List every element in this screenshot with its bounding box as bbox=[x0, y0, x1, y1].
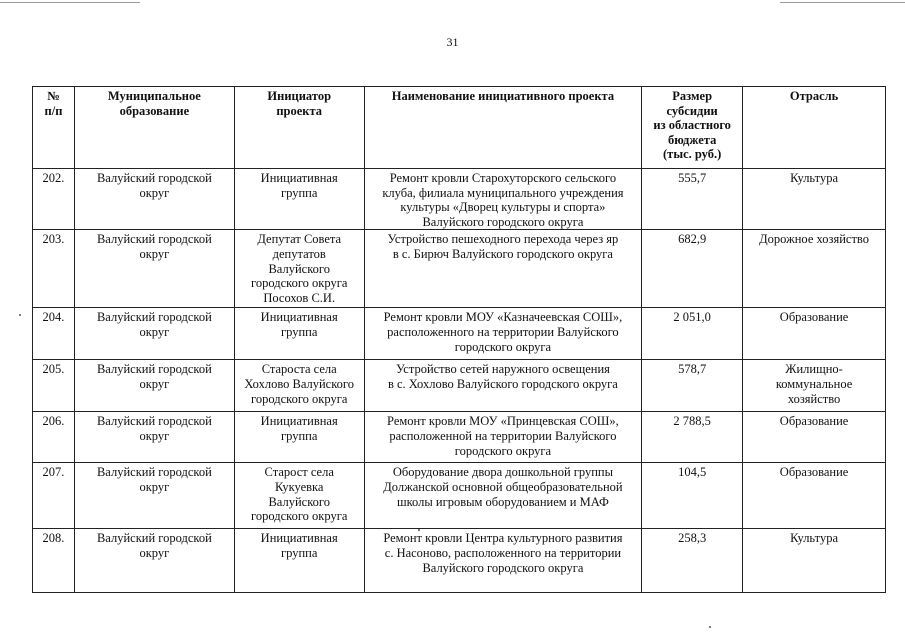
cell-line: Размер bbox=[672, 89, 713, 103]
cell-project-name bbox=[364, 463, 642, 529]
cell-initiator bbox=[234, 169, 364, 230]
cell-line: бюджета bbox=[667, 132, 717, 147]
cell-number: 203. bbox=[33, 230, 75, 308]
cell-project-name bbox=[364, 169, 642, 230]
cell-number: 205. bbox=[33, 360, 75, 412]
cell-line: Валуйского городского округа bbox=[422, 214, 584, 229]
header-project-name bbox=[364, 87, 642, 169]
scan-speck bbox=[19, 314, 21, 316]
cell-line: Инициативная bbox=[260, 531, 338, 546]
cell-subsidy-amount: 682,9 bbox=[642, 230, 743, 308]
cell-initiator bbox=[234, 529, 364, 593]
cell-line: Образование bbox=[779, 310, 849, 325]
cell-line: образование bbox=[119, 103, 190, 118]
cell-line: хозяйство bbox=[787, 391, 841, 406]
cell-line: Оборудование двора дошкольной группы bbox=[392, 465, 614, 480]
cell-line: Кукуевка bbox=[274, 479, 324, 494]
cell-line: округ bbox=[139, 324, 170, 339]
cell-project-name bbox=[364, 412, 642, 463]
cell-municipality bbox=[74, 308, 234, 360]
cell-project-name bbox=[364, 360, 642, 412]
table-row bbox=[33, 412, 886, 463]
cell-sector bbox=[743, 230, 886, 308]
cell-line: Валуйский городской bbox=[96, 171, 212, 185]
subsidy-table bbox=[32, 86, 886, 593]
cell-line: Валуйский городской bbox=[96, 531, 212, 546]
cell-line: Образование bbox=[779, 465, 849, 480]
cell-line: группа bbox=[281, 324, 318, 339]
cell-line: Наименование инициативного проекта bbox=[391, 89, 615, 103]
cell-line: расположенного на территории Валуйского bbox=[387, 324, 619, 339]
cell-line: Культура bbox=[790, 531, 839, 546]
cell-subsidy-amount: 2 051,0 bbox=[642, 308, 743, 360]
cell-line: Культура bbox=[790, 171, 839, 185]
cell-sector bbox=[743, 529, 886, 593]
cell-municipality bbox=[74, 463, 234, 529]
cell-line: группа bbox=[281, 428, 318, 443]
cell-line: Инициативная bbox=[260, 414, 338, 429]
cell-subsidy-amount: 2 788,5 bbox=[642, 412, 743, 463]
cell-line: группа bbox=[281, 185, 318, 200]
cell-line: округ bbox=[139, 479, 170, 494]
cell-line: округ bbox=[139, 376, 170, 391]
cell-line: городского округа bbox=[454, 443, 552, 458]
header-sector bbox=[743, 87, 886, 169]
cell-line: Валуйский городской bbox=[96, 414, 212, 429]
cell-initiator bbox=[234, 412, 364, 463]
cell-line: субсидии bbox=[666, 103, 718, 118]
cell-line: Устройство пешеходного перехода через яр bbox=[387, 232, 619, 247]
cell-line: округ bbox=[139, 428, 170, 443]
cell-sector bbox=[743, 412, 886, 463]
cell-line: Отрасль bbox=[789, 89, 839, 103]
scan-speck bbox=[709, 626, 711, 628]
header-subsidy-amount bbox=[642, 87, 743, 169]
cell-sector bbox=[743, 463, 886, 529]
cell-line: группа bbox=[281, 545, 318, 560]
cell-project-name bbox=[364, 529, 642, 593]
cell-line: № bbox=[47, 89, 60, 103]
cell-line: округ bbox=[139, 185, 170, 200]
cell-municipality bbox=[74, 360, 234, 412]
cell-line: округ bbox=[139, 545, 170, 560]
page-number: 31 bbox=[446, 35, 459, 49]
cell-line: Ремонт кровли МОУ «Казначеевская СОШ», bbox=[383, 310, 623, 325]
table-row bbox=[33, 463, 886, 529]
table-row bbox=[33, 169, 886, 230]
cell-municipality bbox=[74, 529, 234, 593]
cell-sector bbox=[743, 169, 886, 230]
cell-line: Валуйского bbox=[268, 494, 330, 509]
scan-speck bbox=[418, 529, 420, 531]
cell-line: Образование bbox=[779, 414, 849, 429]
cell-line: школы игровым оборудованием и МАФ bbox=[396, 494, 609, 509]
cell-initiator bbox=[234, 463, 364, 529]
cell-line: депутатов bbox=[272, 246, 326, 261]
cell-line: Валуйского городского округа bbox=[422, 560, 584, 575]
cell-line: Депутат Совета bbox=[257, 232, 342, 247]
scan-edge-line bbox=[0, 2, 140, 3]
cell-line: Инициатор bbox=[267, 89, 332, 103]
cell-sector bbox=[743, 308, 886, 360]
cell-line: городского округа bbox=[251, 509, 348, 524]
cell-subsidy-amount: 555,7 bbox=[642, 169, 743, 230]
cell-line: коммунальное bbox=[775, 376, 853, 391]
cell-subsidy-amount: 104,5 bbox=[642, 463, 743, 529]
header-municipality bbox=[74, 87, 234, 169]
cell-line: Жилищно- bbox=[785, 362, 843, 377]
cell-number: 206. bbox=[33, 412, 75, 463]
cell-line: (тыс. руб.) bbox=[663, 147, 722, 162]
cell-line: Валуйский городской bbox=[96, 310, 212, 325]
cell-subsidy-amount: 578,7 bbox=[642, 360, 743, 412]
cell-line: Ремонт кровли МОУ «Принцевская СОШ», bbox=[387, 414, 619, 429]
cell-line: городского округа bbox=[251, 391, 348, 406]
cell-line: п/п bbox=[44, 103, 63, 118]
cell-project-name bbox=[364, 230, 642, 308]
cell-initiator bbox=[234, 308, 364, 360]
cell-line: городского округа bbox=[251, 276, 348, 291]
cell-line: клуба, филиала муниципального учреждения bbox=[382, 185, 624, 200]
table-row bbox=[33, 360, 886, 412]
cell-line: Старост села bbox=[264, 465, 334, 480]
cell-municipality bbox=[74, 230, 234, 308]
cell-number: 207. bbox=[33, 463, 75, 529]
table-header-row bbox=[33, 87, 886, 169]
cell-subsidy-amount: 258,3 bbox=[642, 529, 743, 593]
cell-line: Устройство сетей наружного освещения bbox=[395, 362, 610, 377]
cell-line: проекта bbox=[276, 103, 323, 118]
cell-line: из областного bbox=[653, 118, 731, 133]
cell-line: Посохов С.И. bbox=[263, 290, 336, 305]
cell-line: в с. Хохлово Валуйского городского округа bbox=[387, 376, 618, 391]
cell-line: Ремонт кровли Старохуторского сельского bbox=[389, 171, 617, 185]
cell-line: Валуйского bbox=[268, 261, 330, 276]
cell-line: Валуйский городской bbox=[96, 465, 212, 480]
cell-line: Должанской основной общеобразовательной bbox=[383, 479, 623, 494]
header-number bbox=[33, 87, 75, 169]
cell-municipality bbox=[74, 412, 234, 463]
cell-sector bbox=[743, 360, 886, 412]
cell-line: с. Насоново, расположенного на территории bbox=[384, 545, 622, 560]
cell-line: Инициативная bbox=[260, 310, 338, 325]
cell-initiator bbox=[234, 230, 364, 308]
cell-line: Муниципальное bbox=[107, 89, 201, 103]
cell-line: Хохлово Валуйского bbox=[244, 376, 354, 391]
cell-number: 202. bbox=[33, 169, 75, 230]
cell-initiator bbox=[234, 360, 364, 412]
cell-line: Инициативная bbox=[260, 171, 338, 185]
cell-line: расположенной на территории Валуйского bbox=[389, 428, 617, 443]
scan-edge-line bbox=[780, 2, 905, 3]
cell-project-name bbox=[364, 308, 642, 360]
header-initiator bbox=[234, 87, 364, 169]
cell-line: Староста села bbox=[261, 362, 337, 377]
table-row bbox=[33, 529, 886, 593]
cell-municipality bbox=[74, 169, 234, 230]
table-row bbox=[33, 308, 886, 360]
cell-line: Дорожное хозяйство bbox=[759, 232, 869, 247]
cell-line: Валуйский городской bbox=[96, 362, 212, 377]
cell-line: культуры «Дворец культуры и спорта» bbox=[400, 200, 606, 215]
cell-line: в с. Бирюч Валуйского городского округа bbox=[392, 246, 613, 261]
cell-number: 204. bbox=[33, 308, 75, 360]
cell-line: округ bbox=[139, 246, 170, 261]
cell-line: Валуйский городской bbox=[96, 232, 212, 247]
cell-number: 208. bbox=[33, 529, 75, 593]
cell-line: городского округа bbox=[454, 339, 552, 354]
table-row bbox=[33, 230, 886, 308]
cell-line: Ремонт кровли Центра культурного развития bbox=[383, 531, 623, 546]
